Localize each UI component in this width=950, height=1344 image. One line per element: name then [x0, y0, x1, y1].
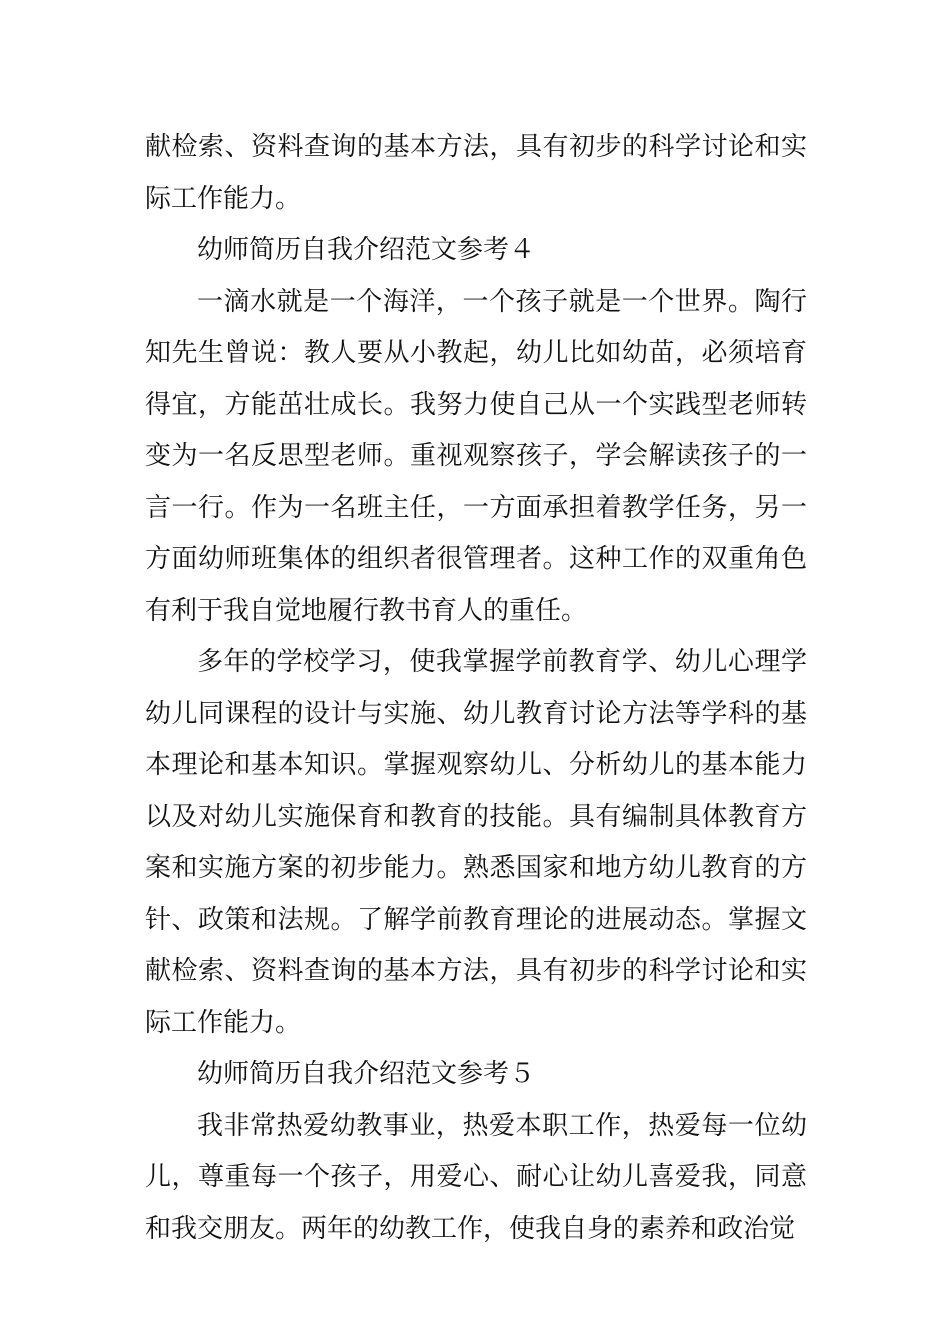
paragraph-intro-4: 一滴水就是一个海洋，一个孩子就是一个世界。陶行知先生曾说：教人要从小教起，幼儿比如幼苗，必须培育得宜，方能茁壮成长。我努力使自己从一个实践型老师转变为一名反思型老师。重视观察孩子，学会解读孩子的一言一行。作为一名班主任，一方面承担着教学任务，另一方面幼师班集体的组织者很管理者。这种工作的双重角色有利于我自觉地履行教书育人的重任。 — [145, 286, 807, 626]
section-heading-5: 幼师简历自我介绍范文参考５ — [197, 1059, 536, 1089]
paragraph-intro-5: 我非常热爱幼教事业，热爱本职工作，热爱每一位幼儿，尊重每一个孩子，用爱心、耐心让幼儿喜爱我，同意和我交朋友。两年的幼教工作，使我自身的素养和政治觉 — [145, 1110, 807, 1244]
document-page — [145, 122, 807, 1255]
section-heading-4: 幼师简历自我介绍范文参考４ — [197, 235, 536, 265]
paragraph-study-4: 多年的学校学习，使我掌握学前教育学、幼儿心理学幼儿同课程的设计与实施、幼儿教育讨论方法等学科的基本理论和基本知识。掌握观察幼儿、分析幼儿的基本能力以及对幼儿实施保育和教育的技能。具有编制具体教育方案和实施方案的初步能力。熟悉国家和地方幼儿教育的方针、政策和法规。了解学前教育理论的进展动态。掌握文献检索、资料查询的基本方法，具有初步的科学讨论和实际工作能力。 — [145, 647, 807, 1038]
paragraph-continuation: 献检索、资料查询的基本方法，具有初步的科学讨论和实际工作能力。 — [145, 132, 807, 214]
